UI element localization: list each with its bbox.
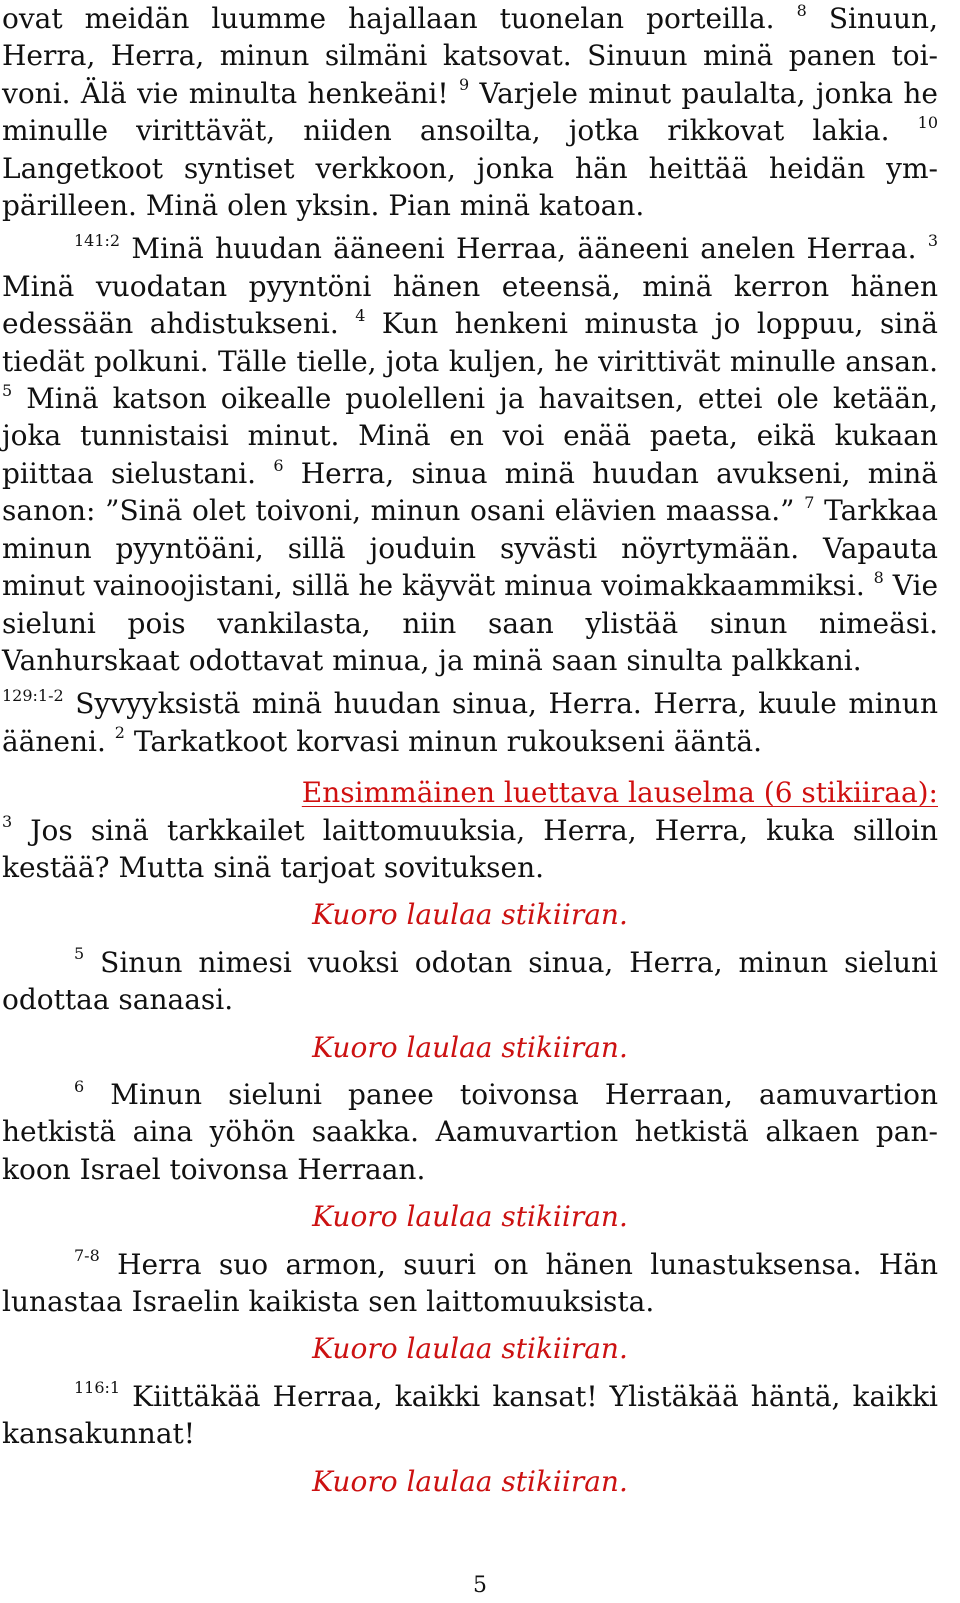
scripture-paragraph — [2, 812, 938, 887]
verse-text: Minä huudan ääneeni Herraa, ääneeni anelen Herraa. — [120, 232, 928, 266]
verse-number: 6 — [74, 1076, 85, 1096]
verse-text: Minun sieluni panee toivonsa Herraan, aamuvartion hetkistä aina yöhön saakka. Aamuvartion hetkistä alkaen pankoon Israel toivonsa Herraan. — [2, 1077, 938, 1186]
scripture-paragraph — [2, 685, 938, 760]
rubric-instruction: Kuoro laulaa stikiiran. — [312, 898, 628, 932]
verse-number: 2 — [114, 723, 125, 743]
scripture-paragraph — [2, 1378, 938, 1453]
scripture-paragraph — [2, 944, 938, 1019]
verse-number: 8 — [873, 567, 884, 587]
verse-text: Tarkatkoot korvasi minun rukoukseni ääntä. — [124, 724, 762, 758]
verse-number: 7-8 — [74, 1246, 100, 1266]
verse-number: 5 — [2, 380, 13, 400]
rubric-instruction: Kuoro laulaa stikiiran. — [312, 1200, 628, 1234]
verse-number: 7 — [804, 492, 815, 512]
verse-number: 5 — [74, 944, 85, 964]
verse-text: Sinuun, Herra, Herra, minun silmäni katsovat. Sinuun minä panen toivoni. Älä vie minulta henkeäni! — [2, 2, 938, 110]
scripture-paragraph — [2, 0, 938, 224]
verse-text: ovat meidän luumme hajallaan tuonelan porteilla. — [2, 2, 797, 35]
verse-text: Langetkoot syntiset verkkoon, jonka hän heittää heidän ympärilleen. Minä olen yksin. Pian minä katoan. — [2, 151, 938, 223]
verse-text: Herra, sinua minä huudan avukseni, minä sanon: ”Sinä olet toivoni, minun osani elävien maassa.” — [2, 456, 938, 528]
rubric-instruction: Kuoro laulaa stikiiran. — [312, 1332, 628, 1366]
verse-number: 10 — [917, 112, 938, 132]
verse-text: Minä katson oikealle puolelleni ja havaitsen, ettei ole ketään, joka tunnistaisi minut. Minä en voi enää paeta, eikä kukaan piittaa sielustani. — [2, 382, 938, 490]
verse-text: Minä vuodatan pyyntöni hänen eteensä, minä kerron hänen edessään ahdistukseni. — [2, 269, 938, 341]
verse-number: 8 — [796, 0, 807, 20]
rubric-instruction: Kuoro laulaa stikiiran. — [312, 1030, 628, 1064]
verse-number: 116:1 — [74, 1378, 121, 1398]
verse-number: 6 — [273, 455, 284, 475]
rubric-instruction: Kuoro laulaa stikiiran. — [312, 1464, 628, 1498]
verse-text: Kiittäkää Herraa, kaikki kansat! Ylistäkää häntä, kaikki kansakunnat! — [2, 1379, 938, 1451]
verse-text: Kun henkeni minusta jo loppuu, sinä tiedät polkuni. Tälle tielle, jota kuljen, he virittivät minulle ansan. — [2, 307, 938, 378]
verse-text: Varjele minut paulalta, jonka he minulle virittävät, niiden ansoilta, jotka rikkovat lakia. — [2, 76, 938, 148]
section-heading: Ensimmäinen luettava lauselma (6 stikiiraa): — [301, 776, 938, 810]
verse-text: Jos sinä tarkkailet laittomuuksia, Herra, Herra, kuka silloin kestää? Mutta sinä tarjoat sovituksen. — [2, 813, 938, 884]
verse-number: 4 — [355, 305, 366, 325]
verse-number: 9 — [458, 75, 470, 95]
document-body — [2, 0, 938, 1500]
verse-number: 3 — [2, 812, 13, 832]
verse-text: Tarkkaa minun pyyntöäni, sillä jouduin syvästi nöyrtymään. Vapauta minut vainoojistani, sillä he käyvät minua voimakkaammiksi. — [2, 494, 938, 603]
verse-text: Sinun nimesi vuoksi odotan sinua, Herra, minun sieluni odottaa sanaasi. — [2, 945, 938, 1017]
verse-number: 141:2 — [74, 231, 121, 251]
verse-text: Vie sieluni pois vankilasta, niin saan ylistää sinun nimeäsi. Vanhurskaat odottavat minua, ja minä saan sinulta palkkani. — [2, 569, 939, 677]
verse-number: 129:1-2 — [2, 685, 64, 705]
scripture-paragraph — [2, 1246, 938, 1321]
page-number: 5 — [473, 1573, 487, 1598]
scripture-paragraph — [2, 230, 938, 679]
verse-text: Syvyyksistä minä huudan sinua, Herra. Herra, kuule minun ääneni. — [2, 687, 938, 758]
verse-text: Herra suo armon, suuri on hänen lunastuksensa. Hän lunastaa Israelin kaikista sen laittomuuksista. — [2, 1247, 938, 1318]
verse-number: 3 — [927, 231, 938, 251]
scripture-paragraph — [2, 1076, 938, 1188]
